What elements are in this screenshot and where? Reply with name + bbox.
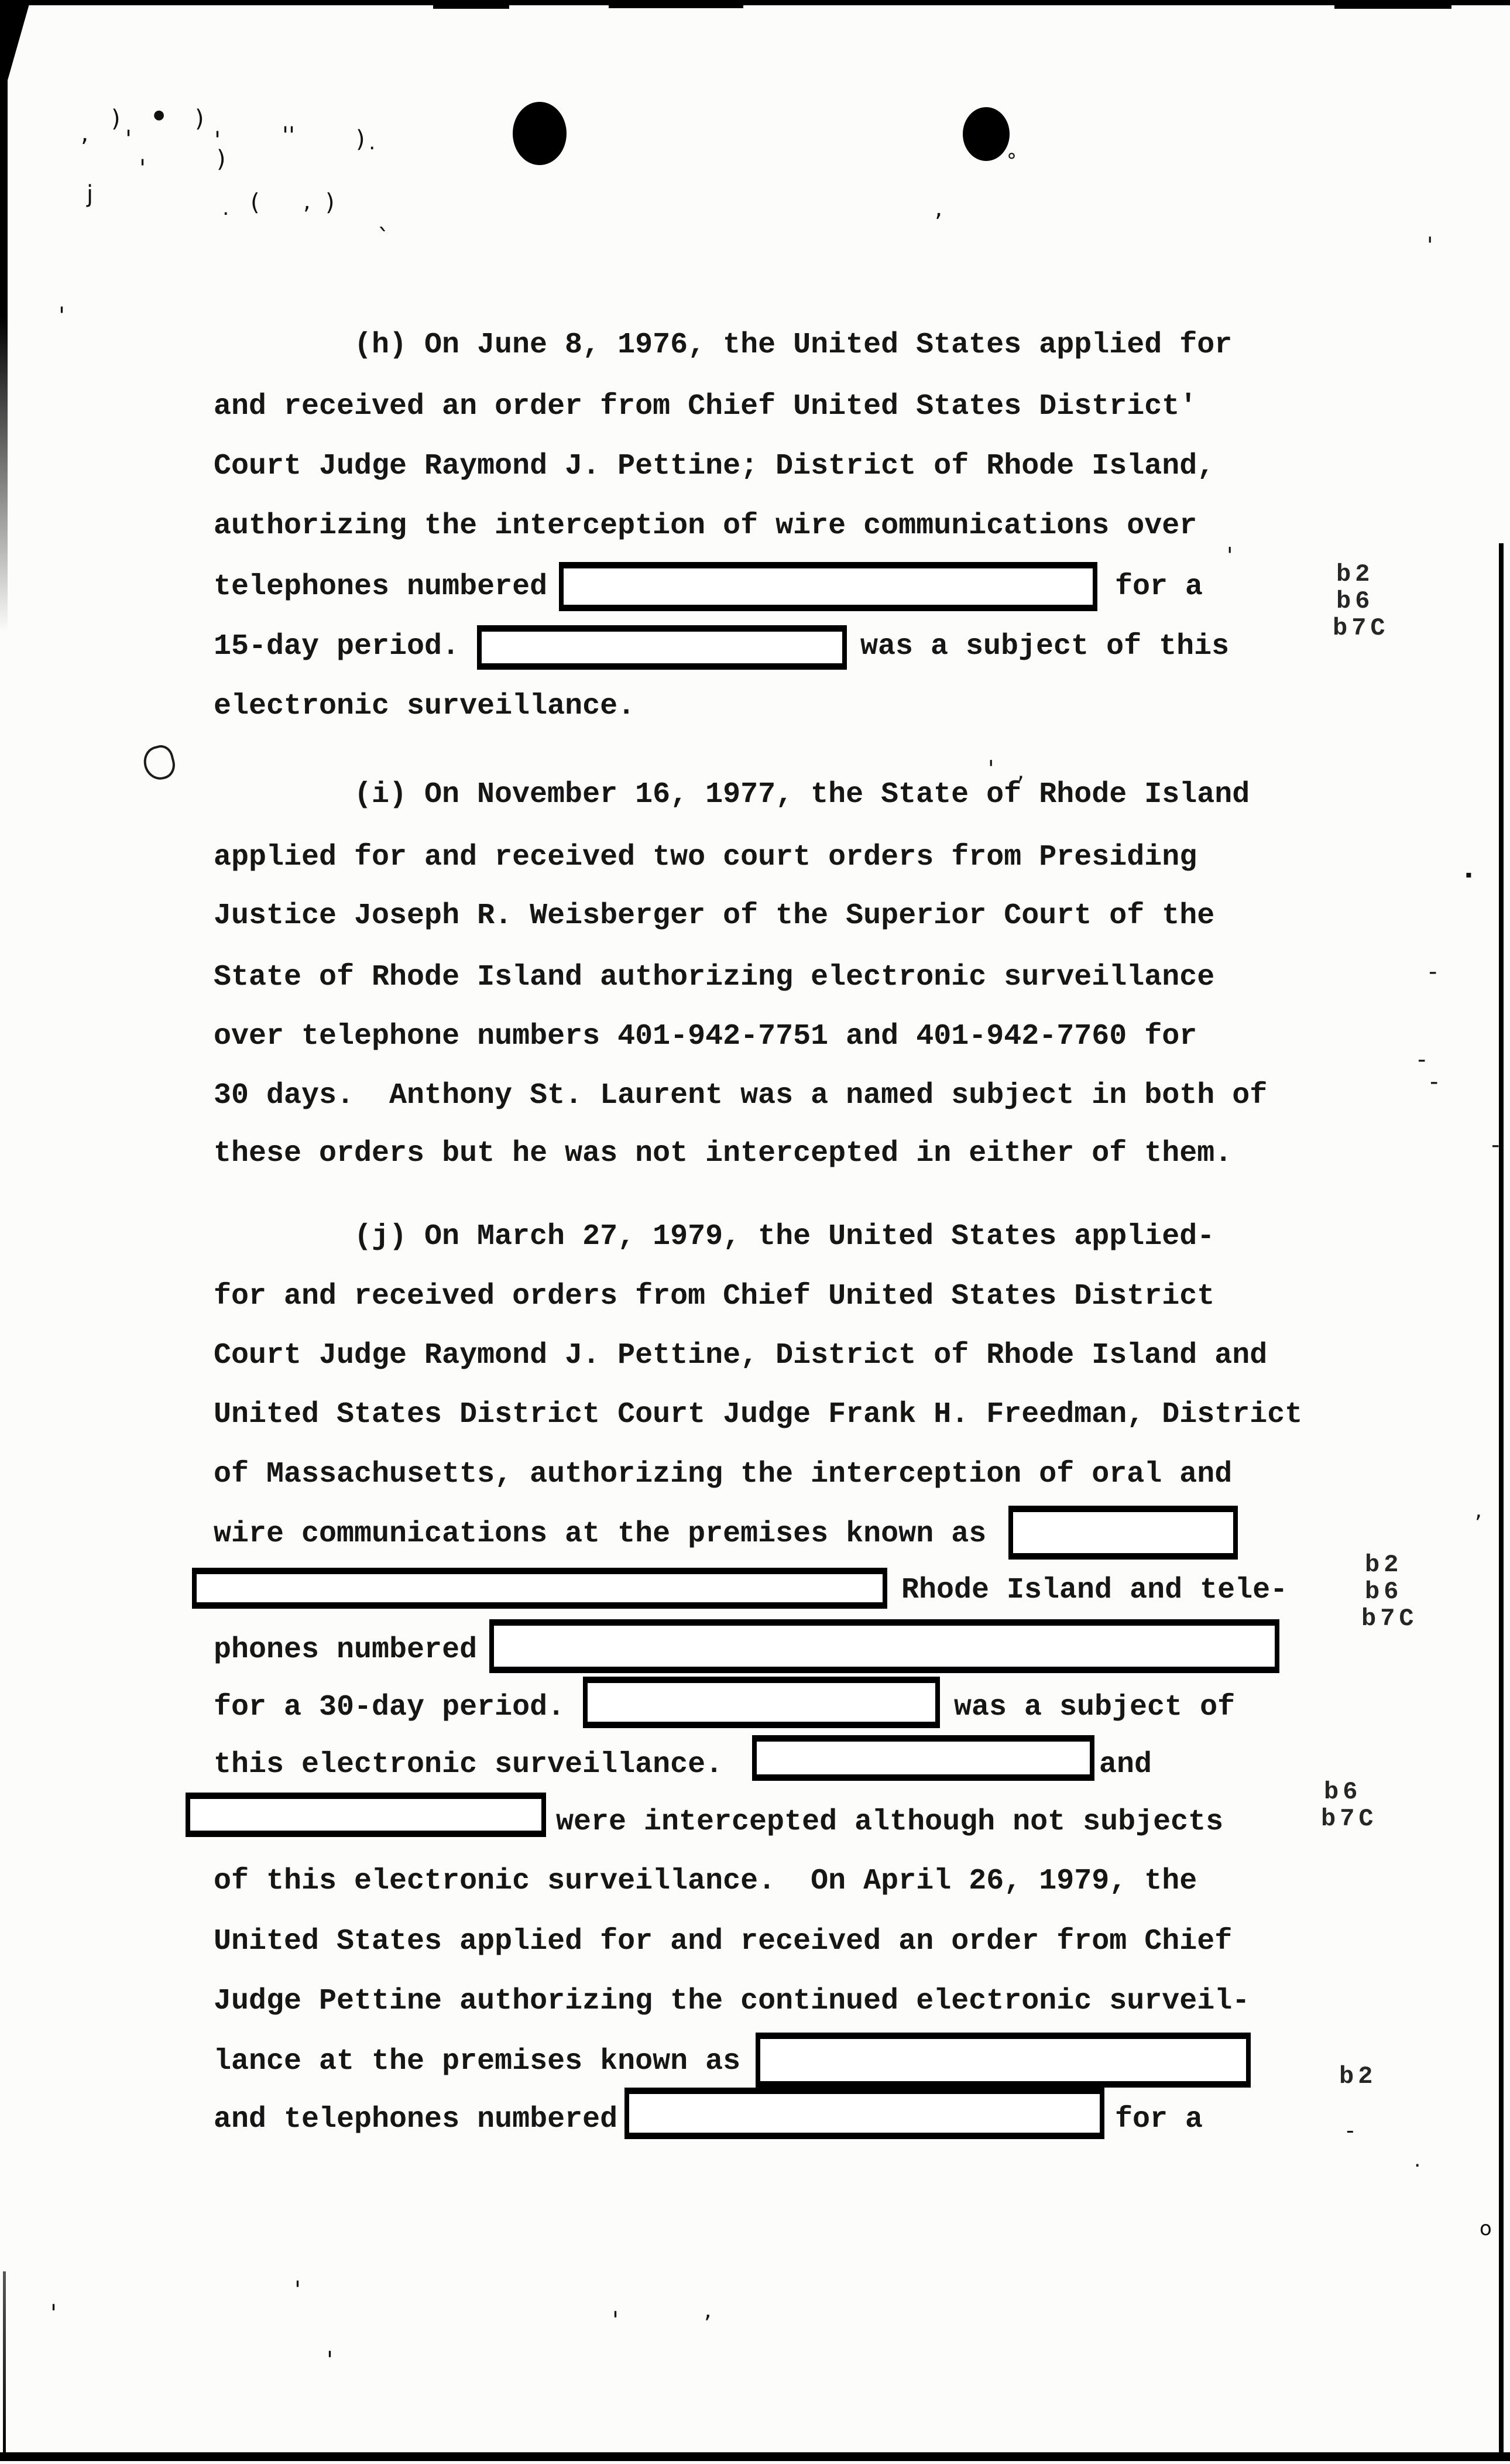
stray-mark-26: -	[1429, 958, 1437, 985]
typed-line-29-seg-0: and telephones numbered	[214, 2103, 618, 2136]
stray-mark-27: -	[1418, 1046, 1426, 1073]
typed-line-25-seg-0: of this electronic surveillance. On April 26, 1979, the	[214, 1865, 1197, 1898]
scan-artifact-top-dash-1	[433, 5, 509, 9]
typed-line-14-seg-0: (j) On March 27, 1979, the United States applied-	[354, 1220, 1215, 1253]
typed-line-13-seg-0: these orders but he was not intercepted in either of them.	[214, 1137, 1233, 1170]
typed-line-16-seg-0: Court Judge Raymond J. Pettine, District of Rhode Island and	[214, 1339, 1268, 1372]
scan-artifact-top-dash-3	[1334, 5, 1451, 9]
hole-punch-mark-1	[513, 102, 567, 165]
exemption-code-b7C-7: b7C	[1321, 1805, 1378, 1833]
typed-line-27-seg-0: Judge Pettine authorizing the continued electronic surveil-	[214, 1985, 1250, 2018]
typed-line-19-seg-0: wire communications at the premises known as	[214, 1517, 987, 1551]
typed-line-4-seg-0: telephones numbered	[214, 570, 548, 604]
stray-mark-31: -	[1346, 2117, 1354, 2143]
exemption-code-b7C-2: b7C	[1333, 614, 1389, 642]
stray-mark-12: '	[139, 155, 146, 182]
scan-artifact-right-edge-line	[1499, 543, 1504, 2460]
typed-line-24-seg-0: were intercepted although not subjects	[556, 1805, 1224, 1839]
exemption-code-b2-3: b2	[1365, 1551, 1403, 1579]
typed-line-3-seg-0: authorizing the interception of wire communications over	[214, 509, 1197, 543]
stray-mark-29: -	[1491, 1132, 1500, 1159]
redaction-box-4	[192, 1568, 887, 1609]
stray-mark-11: j	[87, 181, 94, 208]
redaction-box-6	[583, 1677, 940, 1728]
redaction-box-7	[752, 1735, 1094, 1781]
stray-mark-4: ,	[81, 118, 89, 147]
scan-artifact-top-edge	[0, 0, 1510, 5]
stray-mark-21: '	[1227, 543, 1233, 568]
redaction-box-2	[477, 625, 847, 670]
stray-mark-16: )	[325, 189, 335, 216]
typed-line-10-seg-0: State of Rhode Island authorizing electronic surveillance	[214, 961, 1215, 994]
redaction-box-10	[624, 2088, 1104, 2139]
stray-mark-2: ●	[153, 108, 165, 122]
stray-mark-20: `	[378, 224, 390, 252]
scan-artifact-left-strip	[0, 0, 8, 632]
typed-line-18-seg-0: of Massachusetts, authorizing the interception of oral and	[214, 1458, 1233, 1491]
stray-mark-9: )	[356, 126, 365, 153]
typed-line-20-seg-0: Rhode Island and tele-	[901, 1574, 1288, 1607]
redaction-box-1	[559, 562, 1097, 611]
typed-line-9-seg-0: Justice Joseph R. Weisberger of the Superior Court of the	[214, 899, 1215, 933]
typed-line-12-seg-0: 30 days. Anthony St. Laurent was a named subject in both of	[214, 1079, 1268, 1112]
exemption-code-b7C-5: b7C	[1361, 1605, 1418, 1633]
stray-mark-18: ,	[935, 193, 943, 222]
exemption-code-b2-8: b2	[1339, 2062, 1377, 2091]
stray-mark-30: ,	[1475, 1497, 1482, 1523]
typed-line-8-seg-0: applied for and received two court orders from Presiding	[214, 841, 1197, 874]
scan-artifact-left-strip-lower	[3, 2271, 6, 2459]
exemption-code-b6-6: b6	[1324, 1778, 1362, 1806]
stray-mark-22: '	[1427, 232, 1433, 258]
stray-mark-13: (	[250, 189, 260, 216]
exemption-code-b2-0: b2	[1336, 560, 1374, 588]
typed-line-17-seg-0: United States District Court Judge Frank H. Freedman, District	[214, 1398, 1303, 1431]
redaction-box-9	[756, 2033, 1251, 2088]
typed-line-23-seg-1: and	[1099, 1748, 1152, 1781]
stray-mark-14: .	[222, 196, 229, 220]
stray-mark-7: )	[217, 146, 226, 173]
typed-line-0-seg-0: (h) On June 8, 1976, the United States applied for	[354, 328, 1233, 362]
typed-line-26-seg-0: United States applied for and received an order from Chief	[214, 1925, 1233, 1958]
exemption-code-b6-4: b6	[1365, 1578, 1403, 1606]
stray-mark-19: °	[1007, 149, 1017, 173]
stray-mark-38: '	[327, 2347, 333, 2374]
typed-line-2-seg-0: Court Judge Raymond J. Pettine; District of Rhode Island,	[214, 450, 1215, 483]
stray-mark-10: .	[369, 131, 376, 155]
typed-line-21-seg-0: phones numbered	[214, 1633, 478, 1667]
stray-mark-8: ''	[282, 122, 295, 149]
stray-mark-6: '	[214, 127, 221, 154]
stray-mark-37: '	[612, 2307, 619, 2334]
stray-mark-36: ,	[704, 2297, 712, 2324]
typed-line-22-seg-1: was a subject of	[954, 1691, 1236, 1724]
typed-line-4-seg-1: for a	[1115, 570, 1203, 604]
typed-line-29-seg-1: for a	[1115, 2103, 1203, 2136]
typed-line-15-seg-0: for and received orders from Chief United States District	[214, 1280, 1215, 1313]
stray-mark-17: '	[59, 303, 65, 330]
stray-mark-5: '	[125, 126, 132, 153]
typed-line-1-seg-0: and received an order from Chief United States District'	[214, 390, 1197, 423]
typed-line-28-seg-0: lance at the premises known as	[214, 2045, 741, 2078]
typed-line-22-seg-0: for a 30-day period.	[214, 1691, 565, 1724]
stray-mark-15: ,	[303, 188, 311, 215]
redaction-box-5	[489, 1619, 1279, 1673]
stray-mark-3: )	[195, 105, 204, 132]
scan-artifact-top-dash-2	[609, 5, 743, 8]
stray-mark-34: '	[294, 2277, 301, 2304]
stray-mark-32: .	[1414, 2148, 1421, 2172]
stray-mark-35: '	[50, 2300, 57, 2327]
redaction-box-3	[1008, 1506, 1238, 1560]
stray-mark-33: o	[1480, 2217, 1492, 2240]
stray-mark-25: ▪	[1466, 869, 1472, 880]
redaction-box-8	[186, 1793, 546, 1837]
typed-line-23-seg-0: this electronic surveillance.	[214, 1748, 723, 1781]
pencil-doodle-circle	[140, 743, 178, 783]
hole-punch-mark-2	[963, 107, 1010, 161]
stray-mark-28: -	[1430, 1068, 1439, 1095]
stray-mark-23: '	[988, 756, 994, 782]
exemption-code-b6-1: b6	[1336, 587, 1374, 615]
stray-mark-24: ,	[1017, 758, 1025, 784]
typed-line-11-seg-0: over telephone numbers 401-942-7751 and 401-942-7760 for	[214, 1020, 1197, 1053]
stray-mark-1: )	[111, 105, 121, 132]
typed-line-5-seg-1: was a subject of this	[860, 630, 1230, 663]
typed-line-5-seg-0: 15-day period.	[214, 630, 460, 663]
scan-artifact-bottom-bar	[0, 2452, 1510, 2461]
typed-line-7-seg-0: (i) On November 16, 1977, the State of Rhode Island	[354, 778, 1250, 811]
typed-line-6-seg-0: electronic surveillance.	[214, 690, 636, 723]
